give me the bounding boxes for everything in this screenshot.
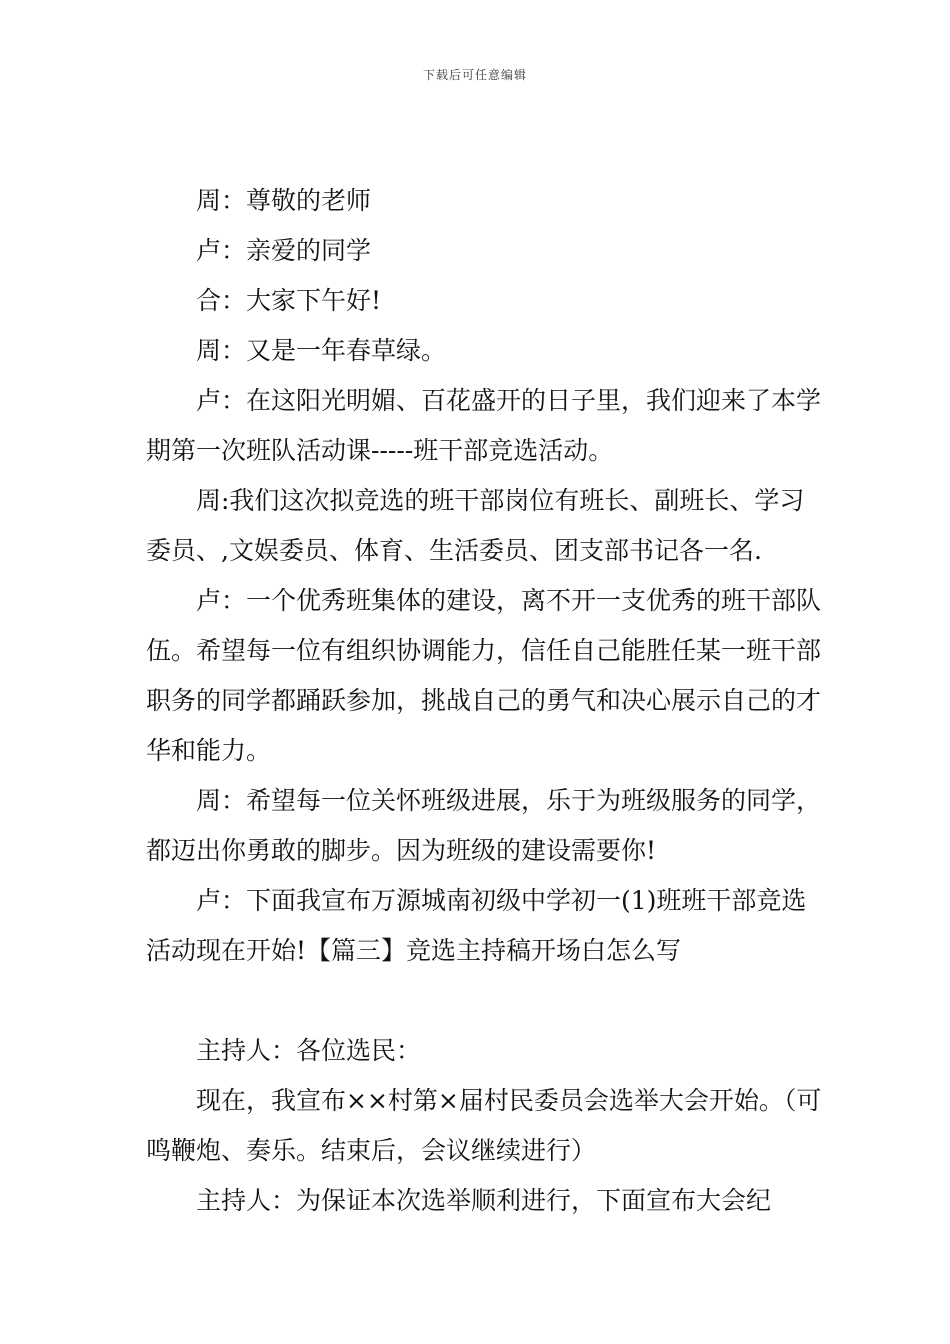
paragraph-host-rules: 主持人：为保证本次选举顺利进行，下面宣布大会纪 — [196, 1186, 772, 1215]
paragraph-spring: 周：又是一年春草绿。 — [196, 336, 447, 365]
paragraph-greeting-teacher: 周：尊敬的老师 — [196, 186, 372, 215]
paragraph-announcement: 卢：下面我宣布万源城南初级中学初一(1)班班干部竞选活动现在开始!【篇三】竞选主持稿开场白怎么写 — [146, 886, 807, 965]
paragraph-greeting-all: 合：大家下午好! — [196, 286, 382, 315]
paragraph-activity-intro: 卢：在这阳光明媚、百花盛开的日子里，我们迎来了本学期第一次班队活动课-----班干部竞选活动。 — [146, 386, 822, 465]
paragraph-host-voters: 主持人：各位选民： — [196, 1036, 422, 1065]
paragraph-positions: 周:我们这次拟竞选的班干部岗位有班长、副班长、学习委员、,文娱委员、体育、生活委员、团支部书记各一名. — [146, 486, 805, 565]
paragraph-excellent-team: 卢：一个优秀班集体的建设，离不开一支优秀的班干部队伍。希望每一位有组织协调能力，信任自己能胜任某一班干部职务的同学都踊跃参加，挑战自己的勇气和决心展示自己的才华和能力。 — [146, 586, 822, 765]
page-header: 下载后可任意编辑 — [422, 68, 527, 82]
paragraph-election-start: 现在，我宣布××村第×届村民委员会选举大会开始。（可鸣鞭炮、奏乐。结束后，会议继续进行） — [146, 1086, 822, 1165]
paragraph-encouragement: 周：希望每一位关怀班级进展，乐于为班级服务的同学，都迈出你勇敢的脚步。因为班级的建设需要你! — [146, 786, 822, 865]
section-gap — [146, 976, 826, 1026]
paragraph-greeting-classmates: 卢：亲爱的同学 — [196, 236, 372, 265]
document-body — [146, 176, 826, 1226]
